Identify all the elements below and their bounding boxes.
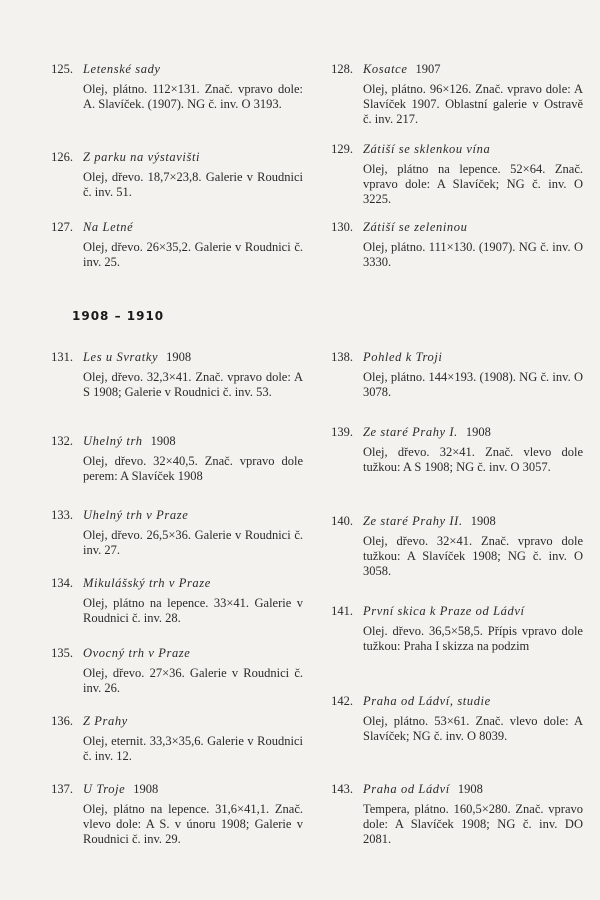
section-heading: 1908 – 1910 [72, 309, 165, 323]
entry-title-line [83, 782, 158, 797]
entry-description: Olej, plátno. 111×130. (1907). NG č. inv. O 3330. [363, 240, 583, 269]
entry-number: 134. [51, 576, 73, 590]
entry-title-line [83, 508, 196, 523]
entry-description: Olej. dřevo. 36,5×58,5. Přípis vpravo dole tužkou: Praha I skizza na podzim [363, 624, 583, 653]
entry-title: Ze staré Prahy II. [363, 514, 463, 528]
entry-number: 132. [51, 434, 73, 448]
entry-title-line [363, 694, 499, 709]
entry-title: Ze staré Prahy I. [363, 425, 458, 439]
entry-number: 128. [331, 62, 353, 76]
entry-description: Olej, plátno na lepence. 52×64. Znač. vpravo dole: A Slavíček; NG č. inv. O 3225. [363, 162, 583, 206]
entry-title-line [363, 62, 440, 77]
entry-title: První skica k Praze od Ládví [363, 604, 525, 618]
entry-number: 141. [331, 604, 353, 618]
entry-title-line [363, 142, 498, 157]
entry-description: Olej, dřevo. 27×36. Galerie v Roudnici č. inv. 26. [83, 666, 303, 695]
entry-title: Na Letné [83, 220, 134, 234]
entry-year: 1907 [415, 62, 441, 76]
entry-number: 127. [51, 220, 73, 234]
entry-title: Mikulášský trh v Praze [83, 576, 211, 590]
entry-title: Kosatce [363, 62, 408, 76]
entry-description: Tempera, plátno. 160,5×280. Znač. vpravo dole: A Slavíček 1908; NG č. inv. DO 2081. [363, 802, 583, 846]
entry-title-line [363, 604, 533, 619]
entry-title: Pohled k Troji [363, 350, 443, 364]
entry-description: Olej, eternit. 33,3×35,6. Galerie v Roudnici č. inv. 12. [83, 734, 303, 763]
entry-title-line [363, 220, 475, 235]
entry-description: Olej, dřevo. 32,3×41. Znač. vpravo dole: A S 1908; Galerie v Roudnici č. inv. 53. [83, 370, 303, 399]
entry-title-line [83, 714, 136, 729]
entry-title: Zátiší se sklenkou vína [363, 142, 491, 156]
entry-title: Praha od Ládví, studie [363, 694, 491, 708]
entry-title: Ovocný trh v Praze [83, 646, 191, 660]
entry-description: Olej, dřevo. 32×40,5. Znač. vpravo dole perem: A Slavíček 1908 [83, 454, 303, 483]
entry-number: 131. [51, 350, 73, 364]
entry-title: Letenské sady [83, 62, 161, 76]
entry-number: 135. [51, 646, 73, 660]
entry-title-line [83, 150, 208, 165]
entry-description: Olej, plátno. 144×193. (1908). NG č. inv. O 3078. [363, 370, 583, 399]
entry-number: 133. [51, 508, 73, 522]
entry-year: 1908 [470, 514, 496, 528]
entry-description: Olej, plátno na lepence. 33×41. Galerie v Roudnici č. inv. 28. [83, 596, 303, 625]
entry-description: Olej, dřevo. 26,5×36. Galerie v Roudnici č. inv. 27. [83, 528, 303, 557]
entry-number: 130. [331, 220, 353, 234]
entry-description: Olej, plátno na lepence. 31,6×41,1. Znač. vlevo dole: A S. v únoru 1908; Galerie v Roudnici č. inv. 29. [83, 802, 303, 846]
entry-description: Olej, plátno. 112×131. Znač. vpravo dole: A. Slavíček. (1907). NG č. inv. O 3193. [83, 82, 303, 111]
entry-description: Olej, dřevo. 18,7×23,8. Galerie v Roudnici č. inv. 51. [83, 170, 303, 199]
entry-number: 126. [51, 150, 73, 164]
entry-title: Z Prahy [83, 714, 128, 728]
entry-description: Olej, plátno. 53×61. Znač. vlevo dole: A Slavíček; NG č. inv. O 8039. [363, 714, 583, 743]
entry-number: 143. [331, 782, 353, 796]
entry-year: 1908 [150, 434, 176, 448]
entry-title-line [363, 350, 450, 365]
entry-number: 139. [331, 425, 353, 439]
entry-number: 136. [51, 714, 73, 728]
entry-title-line [83, 62, 169, 77]
entry-description: Olej, dřevo. 32×41. Znač. vlevo dole tužkou: A S 1908; NG č. inv. O 3057. [363, 445, 583, 474]
entry-title: Uhelný trh [83, 434, 143, 448]
entry-title-line [363, 782, 483, 797]
entry-title-line [83, 350, 191, 365]
entry-title-line [363, 425, 491, 440]
entry-description: Olej, plátno. 96×126. Znač. vpravo dole: A Slavíček 1907. Oblastní galerie v Ostravě č. inv. 217. [363, 82, 583, 126]
entry-number: 142. [331, 694, 353, 708]
entry-number: 125. [51, 62, 73, 76]
entry-description: Olej, dřevo. 32×41. Znač. vpravo dole tužkou: A Slavíček 1908; NG č. inv. O 3058. [363, 534, 583, 578]
entry-title-line [363, 514, 496, 529]
entry-number: 138. [331, 350, 353, 364]
entry-title-line [83, 220, 141, 235]
entry-year: 1908 [166, 350, 192, 364]
entry-title: Praha od Ládví [363, 782, 450, 796]
entry-title: Zátiší se zeleninou [363, 220, 468, 234]
entry-title: U Troje [83, 782, 126, 796]
entry-title-line [83, 646, 198, 661]
entry-number: 129. [331, 142, 353, 156]
entry-title: Les u Svratky [83, 350, 159, 364]
entry-year: 1908 [465, 425, 491, 439]
entry-title-line [83, 576, 219, 591]
entry-year: 1908 [133, 782, 159, 796]
entry-title: Z parku na výstavišti [83, 150, 201, 164]
entry-title: Uhelný trh v Praze [83, 508, 189, 522]
entry-number: 140. [331, 514, 353, 528]
entry-description: Olej, dřevo. 26×35,2. Galerie v Roudnici č. inv. 25. [83, 240, 303, 269]
entry-number: 137. [51, 782, 73, 796]
entry-title-line [83, 434, 176, 449]
entry-year: 1908 [457, 782, 483, 796]
